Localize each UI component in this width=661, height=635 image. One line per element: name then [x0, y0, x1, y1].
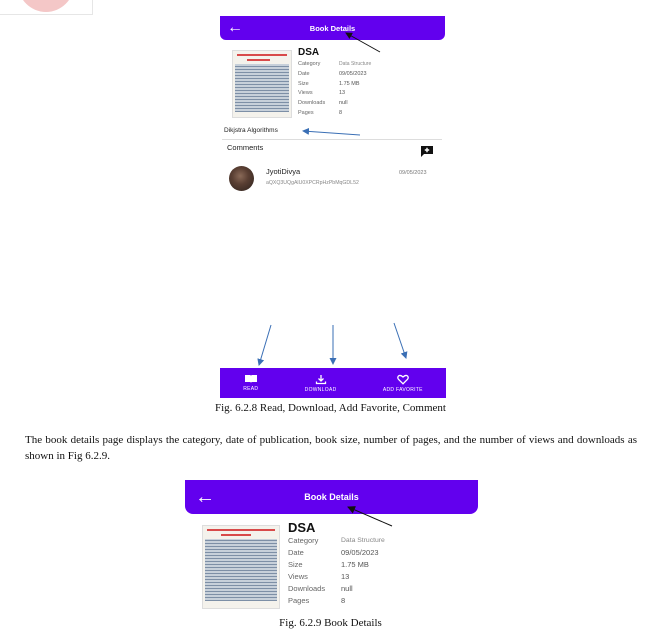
views-label: Views [298, 90, 313, 97]
category-label: Category [298, 61, 321, 67]
date-label: Date [298, 70, 310, 77]
category-value: Data Structure [339, 61, 372, 67]
download-label: DOWNLOAD [304, 386, 337, 393]
title-annotation-arrow [346, 33, 380, 52]
fig2-pages-label: Pages [288, 596, 310, 605]
fig2-annotation-arrow [0, 470, 661, 550]
fig2-category-value: Data Structure [341, 537, 385, 544]
fig2-date-value: 09/05/2023 [341, 548, 379, 557]
comments-heading: Comments [227, 143, 264, 152]
favorite-annotation-arrow [394, 323, 406, 358]
pages-label: Pages [298, 109, 314, 116]
favorite-label: ADD FAVORITE [382, 386, 423, 393]
fig2-page-title: Book Details [304, 492, 359, 502]
comment-text: aQXQ3UQgAlU0XPCRpHzPbMqGDL52 [266, 180, 359, 186]
fig2-views-label: Views [288, 572, 308, 581]
pages-value: 8 [339, 109, 343, 116]
fig2-size-value: 1.75 MB [341, 560, 369, 569]
fig1-page-title: Book Details [309, 23, 356, 33]
read-label: READ [243, 386, 259, 392]
comment-date: 09/05/2023 [399, 170, 427, 176]
book-description: Dikjstra Algorithms [224, 127, 278, 134]
fig2-date-label: Date [288, 548, 304, 557]
date-value: 09/05/2023 [339, 70, 367, 77]
fig2-downloads-label: Downloads [288, 584, 326, 593]
size-label: Size [298, 80, 309, 87]
body-paragraph: The book details page displays the category, date of publication, book size, number of pages, and the number of views and downloads as shown in Fig 6.2.9. [25, 434, 637, 462]
fig2-pages-value: 8 [341, 596, 346, 605]
fig2-downloads-value: null [341, 584, 353, 593]
downloads-label: Downloads [298, 100, 326, 107]
fig2-caption: Fig. 6.2.9 Book Details [279, 617, 382, 629]
fig2-back-arrow-icon[interactable]: ← [195, 485, 215, 508]
fig2-size-label: Size [288, 560, 303, 569]
size-value: 1.75 MB [339, 80, 360, 87]
comment-author: JyotiDivya [266, 167, 301, 176]
fig2-book-title: DSA [288, 520, 316, 535]
fig1-caption: Fig. 6.2.8 Read, Download, Add Favorite, Comment [215, 402, 446, 414]
back-arrow-icon[interactable]: ← [227, 19, 243, 36]
fig2-category-label: Category [288, 536, 319, 545]
description-annotation-arrow [303, 131, 360, 135]
downloads-value: null [339, 100, 348, 107]
fig1-book-title: DSA [298, 47, 320, 58]
read-annotation-arrow [259, 325, 271, 365]
fig2-views-value: 13 [341, 572, 350, 581]
views-value: 13 [339, 90, 346, 97]
